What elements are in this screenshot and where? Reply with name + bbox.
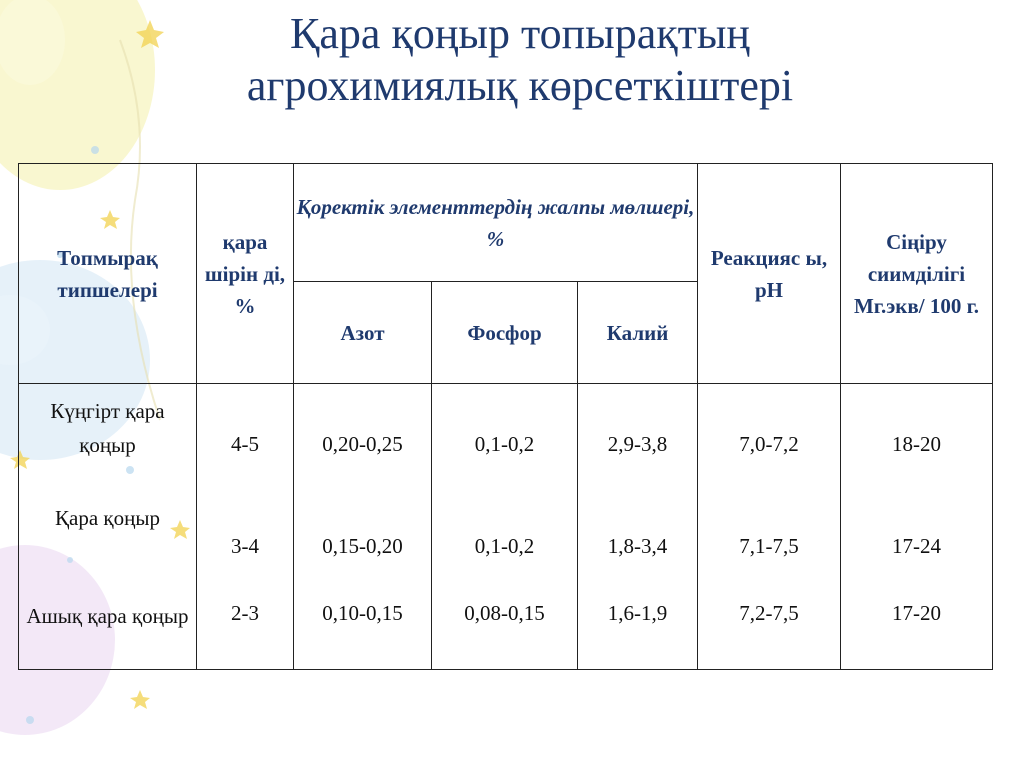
column-nitrogen <box>294 384 432 670</box>
column-absorption <box>841 384 993 670</box>
column-phosphorus <box>432 384 578 670</box>
nitrogen-row-1: 0,20-0,25 <box>322 432 403 456</box>
potassium-row-3: 1,6-1,9 <box>607 601 668 625</box>
header-potassium: Калий <box>578 282 698 384</box>
soil-type-row-2: Қара қоңыр <box>55 506 160 530</box>
ph-row-1: 7,0-7,2 <box>739 432 799 456</box>
header-nitrogen: Азот <box>294 282 432 384</box>
humus-row-2: 3-4 <box>231 534 259 558</box>
header-nutrients-group: Қоректік элементтердің жалпы мөлшері, % <box>294 164 698 282</box>
header-humus: қара шірін ді, % <box>197 164 294 384</box>
column-ph <box>698 384 841 670</box>
nitrogen-row-3: 0,10-0,15 <box>322 601 403 625</box>
column-soil-type <box>19 384 197 670</box>
phosphorus-row-2: 0,1-0,2 <box>474 534 535 558</box>
ph-row-3: 7,2-7,5 <box>739 601 799 625</box>
title-line-1: Қара қоңыр топырақтың <box>290 9 750 58</box>
potassium-row-1: 2,9-3,8 <box>607 432 668 456</box>
phosphorus-row-3: 0,08-0,15 <box>464 601 545 625</box>
humus-row-3: 2-3 <box>231 601 259 625</box>
ph-row-2: 7,1-7,5 <box>739 534 799 558</box>
title-line-2: агрохимиялық көрсеткіштері <box>246 61 794 110</box>
agrochemical-table <box>18 163 993 670</box>
absorption-row-2: 17-24 <box>892 534 941 558</box>
phosphorus-row-1: 0,1-0,2 <box>474 432 535 456</box>
absorption-row-1: 18-20 <box>892 432 941 456</box>
header-soil-types: Топмырақ типшелері <box>19 164 197 384</box>
header-phosphorus: Фосфор <box>432 282 578 384</box>
humus-row-1: 4-5 <box>231 432 259 456</box>
column-humus <box>197 384 294 670</box>
header-reaction: Реакцияс ы, рН <box>698 164 841 384</box>
potassium-row-2: 1,8-3,4 <box>607 534 668 558</box>
absorption-row-3: 17-20 <box>892 601 941 625</box>
nitrogen-row-2: 0,15-0,20 <box>322 534 403 558</box>
slide-title <box>120 8 920 112</box>
soil-type-row-3: Ашық қара қоңыр <box>26 604 189 628</box>
soil-type-row-1: Күңгірт қара қоңыр <box>50 399 165 457</box>
header-absorption: Сіңіру сиимділігі Мг.экв/ 100 г. <box>841 164 993 384</box>
column-potassium <box>578 384 698 670</box>
